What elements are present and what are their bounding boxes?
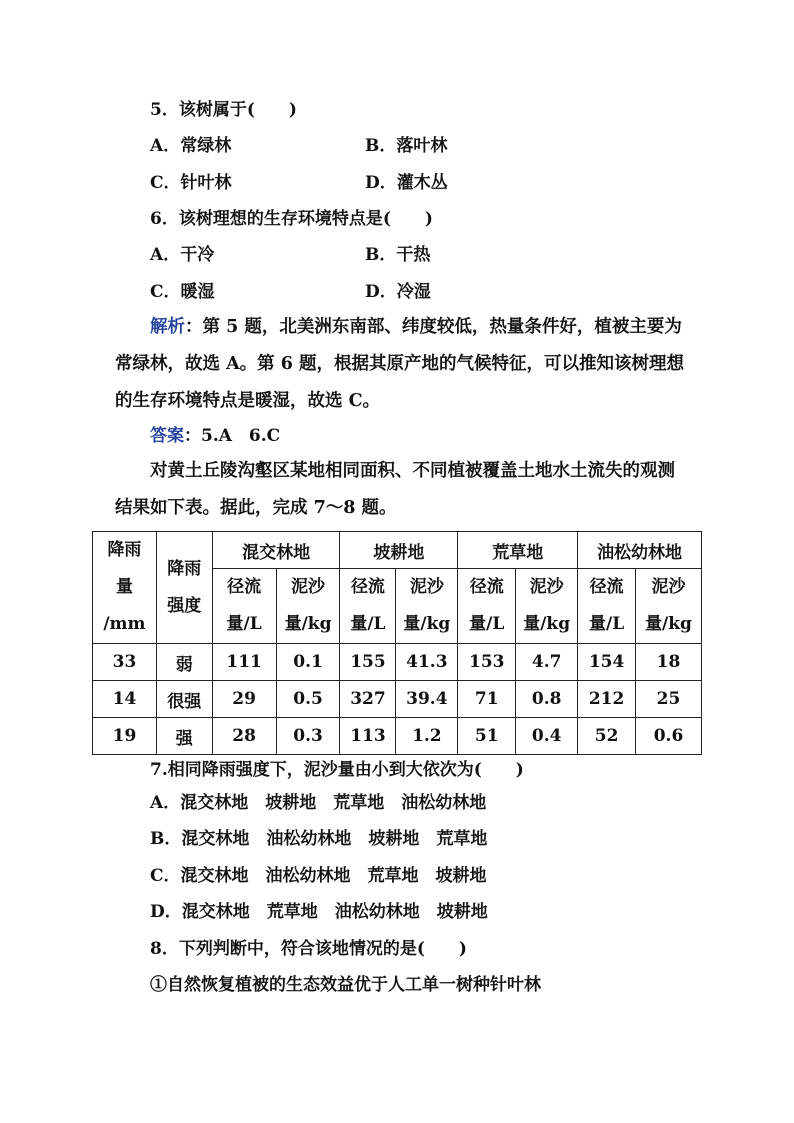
table-cell: 14 [93, 681, 157, 718]
answer-label: 答案 [150, 426, 184, 446]
q5-option-b: B．落叶林 [365, 136, 448, 156]
table-cell: 0.1 [276, 644, 340, 681]
q6-option-c: C．暖湿 [150, 282, 215, 302]
subheader-runoff: 径流 量/L [340, 569, 396, 644]
q6-option-a: A．干冷 [150, 245, 215, 265]
analysis-text: ：第 5 题，北美洲东南部、纬度较低，热量条件好，植被主要为常绿林，故选 A。第 6 题，根据其原产地的气候特征，可以推知该树理想的生存环境特点是暖湿，故选 C。 [115, 317, 685, 411]
table-cell: 25 [636, 681, 702, 718]
subheader-sediment: 泥沙 量/kg [276, 569, 340, 644]
q5-option-c: C．针叶林 [150, 173, 232, 193]
q7-option-b: B．混交林地 油松幼林地 坡耕地 荒草地 [150, 829, 488, 849]
header-group-slope-farmland: 坡耕地 [340, 532, 458, 569]
table-cell: 强 [156, 718, 212, 755]
header-intensity: 降雨 强度 [156, 532, 212, 644]
subheader-runoff: 径流 量/L [578, 569, 636, 644]
table-row [93, 644, 702, 681]
table-cell: 29 [212, 681, 276, 718]
observation-table [92, 531, 702, 755]
table-intro [115, 453, 690, 527]
table-cell: 51 [458, 718, 516, 755]
table-row [93, 681, 702, 718]
table-cell: 153 [458, 644, 516, 681]
q6-stem: 6．该树理想的生存环境特点是( ) [150, 209, 433, 229]
table-cell: 113 [340, 718, 396, 755]
table-cell: 327 [340, 681, 396, 718]
answer-text: ：5.A 6.C [184, 426, 281, 446]
subheader-sediment: 泥沙 量/kg [516, 569, 578, 644]
q5-option-a: A．常绿林 [150, 136, 232, 156]
table-cell: 19 [93, 718, 157, 755]
table-cell: 155 [340, 644, 396, 681]
subheader-sediment: 泥沙 量/kg [396, 569, 458, 644]
table-cell: 0.5 [276, 681, 340, 718]
table-cell: 33 [93, 644, 157, 681]
table-cell: 28 [212, 718, 276, 755]
q8-stem: 8．下列判断中，符合该地情况的是( ) [150, 939, 467, 959]
analysis-label: 解析 [150, 317, 185, 337]
table-row [93, 718, 702, 755]
table-cell: 212 [578, 681, 636, 718]
table-cell: 0.6 [636, 718, 702, 755]
table-cell: 0.3 [276, 718, 340, 755]
q5-stem: 5．该树属于( ) [150, 100, 297, 120]
table-cell: 41.3 [396, 644, 458, 681]
header-group-grassland: 荒草地 [458, 532, 578, 569]
table-cell: 0.4 [516, 718, 578, 755]
q6-option-d: D．冷湿 [365, 282, 431, 302]
header-group-mixed-forest: 混交林地 [212, 532, 340, 569]
table-cell: 0.8 [516, 681, 578, 718]
q7-stem: 7.相同降雨强度下，泥沙量由小到大依次为( ) [150, 760, 524, 780]
table-cell: 111 [212, 644, 276, 681]
header-group-pine-forest: 油松幼林地 [578, 532, 702, 569]
table-cell: 弱 [156, 644, 212, 681]
header-rainfall: 降雨 量 /mm [93, 532, 157, 644]
q5-option-d: D．灌木丛 [365, 173, 448, 193]
table-cell: 39.4 [396, 681, 458, 718]
table-cell: 18 [636, 644, 702, 681]
table-cell: 154 [578, 644, 636, 681]
subheader-sediment: 泥沙 量/kg [636, 569, 702, 644]
answer-line [150, 424, 280, 448]
table-cell: 1.2 [396, 718, 458, 755]
table-cell: 52 [578, 718, 636, 755]
subheader-runoff: 径流 量/L [458, 569, 516, 644]
table-cell: 71 [458, 681, 516, 718]
table-cell: 4.7 [516, 644, 578, 681]
q8-item-1: ①自然恢复植被的生态效益优于人工单一树种针叶林 [150, 975, 541, 995]
subheader-runoff: 径流 量/L [212, 569, 276, 644]
analysis-paragraph [115, 309, 690, 420]
table-cell: 很强 [156, 681, 212, 718]
q7-option-c: C．混交林地 油松幼林地 荒草地 坡耕地 [150, 866, 487, 886]
intro-text: 对黄土丘陵沟壑区某地相同面积、不同植被覆盖土地水土流失的观测结果如下表。据此，完成 7～8 题。 [115, 461, 675, 518]
q6-option-b: B．干热 [365, 245, 431, 265]
q7-option-a: A．混交林地 坡耕地 荒草地 油松幼林地 [150, 793, 487, 813]
q7-option-d: D．混交林地 荒草地 油松幼林地 坡耕地 [150, 902, 488, 922]
